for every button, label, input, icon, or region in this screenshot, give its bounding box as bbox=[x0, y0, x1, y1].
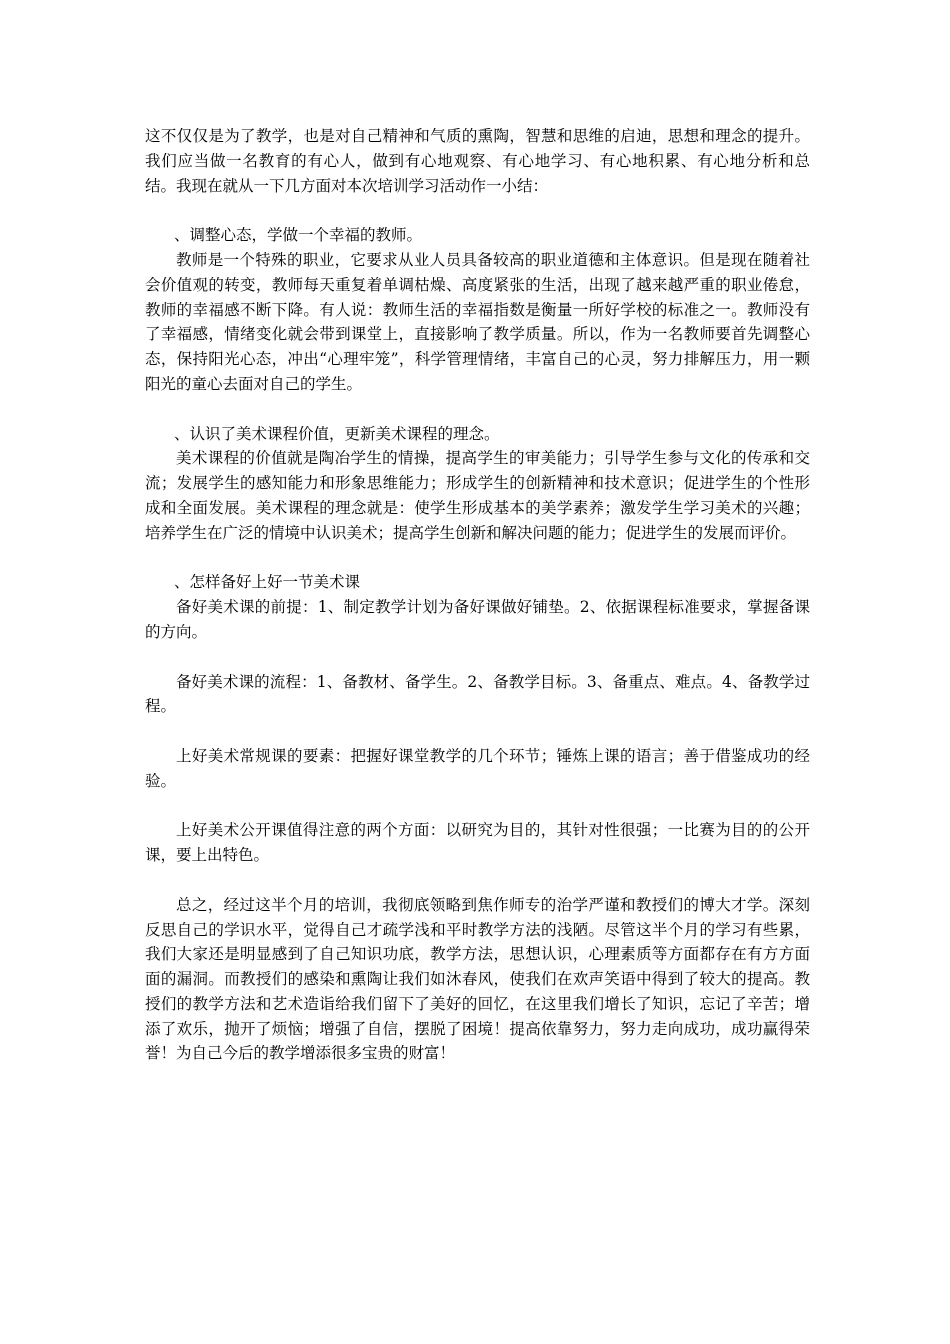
section-3-paragraph-1: 备好美术课的前提：1、制定教学计划为备好课做好铺垫。2、依据课程标准要求，掌握备课的方向。 bbox=[145, 598, 810, 641]
section-1-paragraph-1: 教师是一个特殊的职业，它要求从业人员具备较高的职业道德和主体意识。但是现在随着社会价值观的转变，教师每天重复着单调枯燥、高度紧张的生活，出现了越来越严重的职业倦怠，教师的幸福感不断下降。有人说：教师生活的幸福指数是衡量一所好学校的标准之一。教师没有了幸福感，情绪变化就会带到课堂上，直接影响了教学质量。所以，作为一名教师要首先调整心态，保持阳光心态，冲出“心理牢笼”，科学管理情绪，丰富自己的心灵，努力排解压力，用一颗阳光的童心去面对自己的学生。 bbox=[145, 250, 810, 393]
spacer bbox=[145, 719, 810, 744]
section-2-paragraph-1: 美术课程的价值就是陶冶学生的情操，提高学生的审美能力；引导学生参与文化的传承和交流；发展学生的感知能力和形象思维能力；形成学生的创新精神和技术意识；促进学生的个性形成和全面发展。美术课程的理念就是：使学生形成基本的美学素养；激发学生学习美术的兴趣；培养学生在广泛的情境中认识美术；提高学生创新和解决问题的能力；促进学生的发展而评价。 bbox=[145, 449, 810, 542]
spacer bbox=[145, 198, 810, 223]
section-3-paragraph-3: 上好美术常规课的要素：把握好课堂教学的几个环节；锤炼上课的语言；善于借鉴成功的经验。 bbox=[145, 746, 810, 790]
spacer bbox=[145, 645, 810, 670]
section-heading-1: 、调整心态，学做一个幸福的教师。 bbox=[174, 226, 423, 245]
section-heading-2: 、认识了美术课程价值，更新美术课程的理念。 bbox=[174, 424, 500, 443]
spacer bbox=[145, 794, 810, 819]
section-heading-3: 、怎样备好上好一节美术课 bbox=[174, 573, 361, 592]
spacer bbox=[145, 868, 810, 893]
spacer bbox=[145, 546, 810, 571]
intro-paragraph: 这不仅仅是为了教学，也是对自己精神和气质的熏陶，智慧和思维的启迪，思想和理念的提升。我们应当做一名教育的有心人，做到有心地观察、有心地学习、有心地积累、有心地分析和总结。我现在就从一下几方面对本次培训学习活动作一小结： bbox=[145, 127, 810, 195]
spacer bbox=[145, 397, 810, 422]
document-body bbox=[145, 124, 810, 1066]
section-3-paragraph-2: 备好美术课的流程：1、备教材、备学生。2、备教学目标。3、备重点、难点。4、备教学过程。 bbox=[145, 672, 810, 716]
section-3-paragraph-4: 上好美术公开课值得注意的两个方面：以研究为目的，其针对性很强；一比赛为目的的公开课，要上出特色。 bbox=[145, 821, 810, 865]
conclusion-paragraph: 总之，经过这半个月的培训，我彻底领略到焦作师专的治学严谨和教授们的博大才学。深刻反思自己的学识水平，觉得自己才疏学浅和平时教学方法的浅陋。尽管这半个月的学习有些累，我们大家还是明显感到了自己知识功底，教学方法，思想认识，心理素质等方面都存在有方方面面的漏洞。而教授们的感染和熏陶让我们如沐春风，使我们在欢声笑语中得到了较大的提高。教授们的教学方法和艺术造诣给我们留下了美好的回忆，在这里我们增长了知识，忘记了辛苦；增添了欢乐，抛开了烦恼；增强了自信，摆脱了困境！提高依靠努力，努力走向成功，成功赢得荣誉！为自己今后的教学增添很多宝贵的财富！ bbox=[145, 895, 810, 1063]
